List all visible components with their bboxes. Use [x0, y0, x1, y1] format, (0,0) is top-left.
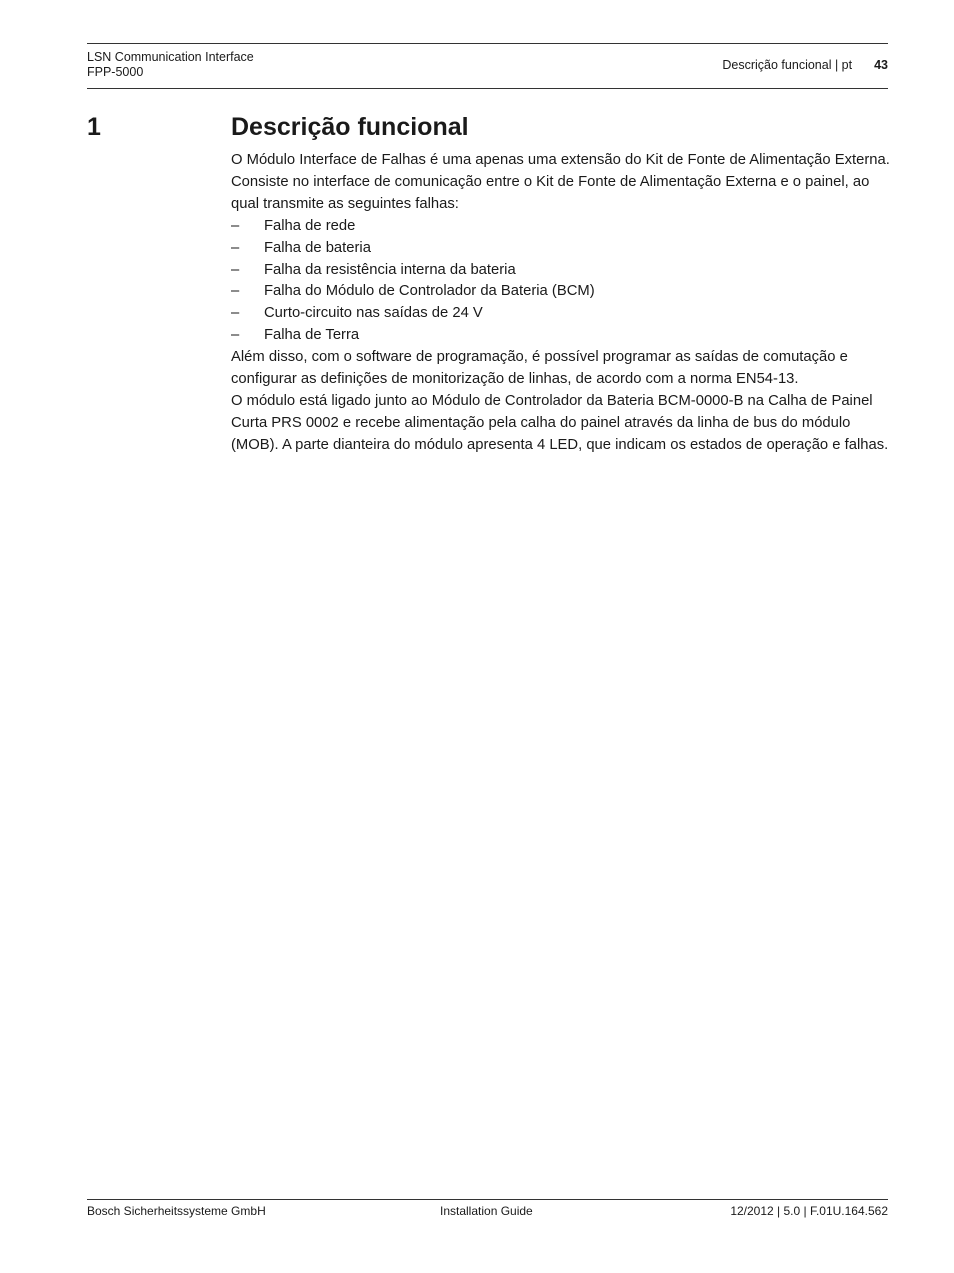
page-footer [87, 1199, 888, 1218]
list-item [231, 238, 891, 260]
header-product-name: LSN Communication Interface [87, 50, 254, 64]
header-section-title: Descrição funcional | pt [722, 58, 853, 72]
header-section-info [722, 58, 888, 72]
connection-paragraph: O módulo está ligado junto ao Módulo de Controlador da Bateria BCM-0000-B na Calha de Painel Curta PRS 0002 e recebe alimentação pela calha do painel através da linha de bus do módulo (MOB). A parte dianteira do módulo apresenta 4 LED, que indicam os estados de operação e falhas. [231, 392, 889, 453]
page-header [87, 43, 888, 89]
header-product [87, 50, 254, 79]
fault-list [231, 216, 891, 347]
list-item [231, 260, 891, 282]
bullet-dash: – [231, 305, 240, 322]
list-item-text: Curto-circuito nas saídas de 24 V [264, 305, 483, 322]
bullet-dash: – [231, 261, 240, 278]
list-item-text: Falha da resistência interna da bateria [264, 261, 516, 278]
footer-edition: 12/2012 | 5.0 | F.01U.164.562 [730, 1204, 888, 1218]
bullet-dash: – [231, 283, 240, 300]
list-item-text: Falha de bateria [264, 239, 371, 256]
chapter-number: 1 [87, 113, 101, 141]
footer-document-type: Installation Guide [440, 1204, 533, 1218]
bullet-dash: – [231, 217, 240, 234]
page-number: 43 [874, 58, 888, 72]
bullet-dash: – [231, 327, 240, 344]
list-item [231, 325, 891, 347]
software-paragraph: Além disso, com o software de programação, é possível programar as saídas de comutação e configurar as definições de monitorização de linhas, de acordo com a norma EN54-13. [231, 349, 848, 388]
bullet-dash: – [231, 239, 240, 256]
list-item [231, 216, 891, 238]
header-product-code: FPP-5000 [87, 64, 144, 79]
footer-company: Bosch Sicherheitssysteme GmbH [87, 1204, 266, 1218]
list-item [231, 303, 891, 325]
list-item-text: Falha de Terra [264, 327, 360, 344]
list-item [231, 281, 891, 303]
list-item-text: Falha do Módulo de Controlador da Bateria (BCM) [264, 283, 595, 300]
list-item-text: Falha de rede [264, 217, 356, 234]
chapter-body [231, 150, 891, 457]
intro-paragraph: O Módulo Interface de Falhas é uma apenas uma extensão do Kit de Fonte de Alimentação Externa. Consiste no interface de comunicação entre o Kit de Fonte de Alimentação Externa e o painel, ao qual transmite as seguintes falhas: [231, 152, 890, 212]
chapter-title: Descrição funcional [231, 113, 469, 141]
